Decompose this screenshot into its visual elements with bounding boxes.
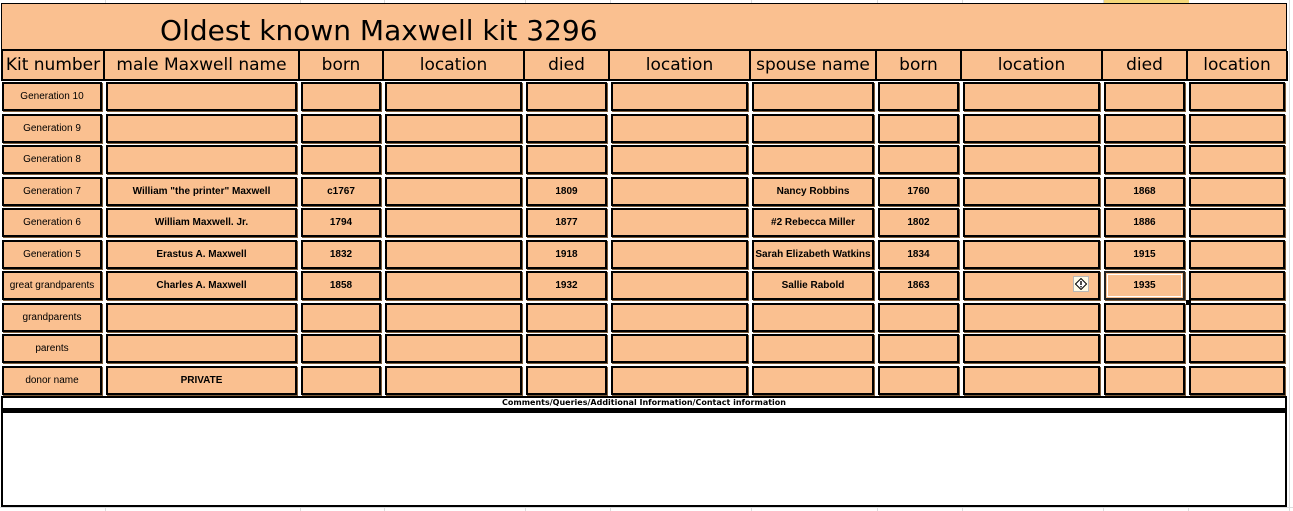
- cell-spouse-born-location[interactable]: [963, 114, 1100, 143]
- header-spouse-died-location[interactable]: location: [1188, 51, 1288, 81]
- header-spouse-born[interactable]: born: [877, 51, 962, 81]
- header-spouse-born-location[interactable]: location: [962, 51, 1103, 81]
- cell-born[interactable]: 1832: [301, 240, 381, 269]
- cell-spouse-died-location[interactable]: [1189, 82, 1285, 111]
- table-row: [1, 333, 1288, 365]
- cell-died[interactable]: 1809: [526, 177, 607, 206]
- header-row: [1, 51, 1288, 81]
- cell-born-location[interactable]: [385, 271, 522, 300]
- cell-spouse-born[interactable]: [878, 366, 959, 395]
- cell-born[interactable]: [301, 114, 381, 143]
- cell-male-name[interactable]: Charles A. Maxwell: [106, 271, 297, 300]
- cell-born-location[interactable]: [385, 145, 522, 174]
- cell-died-location[interactable]: [611, 240, 748, 269]
- cell-spouse-died[interactable]: [1104, 366, 1185, 395]
- cell-died-location[interactable]: [611, 177, 748, 206]
- table-row: [1, 113, 1288, 145]
- cell-spouse-died-location[interactable]: [1189, 366, 1285, 395]
- warning-diamond-icon[interactable]: [1073, 276, 1089, 292]
- cell-born-location[interactable]: [385, 114, 522, 143]
- cell-spouse-name[interactable]: [752, 145, 874, 174]
- cell-born[interactable]: 1794: [301, 208, 381, 237]
- cell-died[interactable]: 1932: [526, 271, 607, 300]
- cell-generation-label[interactable]: Generation 9: [2, 114, 102, 143]
- cell-generation-label[interactable]: parents: [2, 334, 102, 363]
- cell-spouse-died-location[interactable]: [1189, 240, 1285, 269]
- cell-died-location[interactable]: [611, 303, 748, 332]
- cell-born-location[interactable]: [385, 334, 522, 363]
- cell-died-location[interactable]: [611, 145, 748, 174]
- cell-died-location[interactable]: [611, 366, 748, 395]
- cell-male-name[interactable]: William "the printer" Maxwell: [106, 177, 297, 206]
- cell-spouse-name[interactable]: #2 Rebecca Miller: [752, 208, 874, 237]
- cell-spouse-born-location[interactable]: [963, 177, 1100, 206]
- cell-born-location[interactable]: [385, 208, 522, 237]
- cell-spouse-died-location[interactable]: [1189, 177, 1285, 206]
- cell-spouse-name[interactable]: Sarah Elizabeth Watkins: [752, 240, 874, 269]
- cell-born-location[interactable]: [385, 303, 522, 332]
- table-row: [1, 302, 1288, 334]
- cell-died-location[interactable]: [611, 82, 748, 111]
- cell-spouse-name[interactable]: Nancy Robbins: [752, 177, 874, 206]
- cell-born[interactable]: 1858: [301, 271, 381, 300]
- cell-spouse-name[interactable]: [752, 114, 874, 143]
- fill-handle[interactable]: [1186, 300, 1191, 305]
- cell-generation-label[interactable]: Generation 6: [2, 208, 102, 237]
- cell-spouse-name[interactable]: [752, 334, 874, 363]
- cell-generation-label[interactable]: Generation 10: [2, 82, 102, 111]
- cell-born[interactable]: [301, 334, 381, 363]
- cell-spouse-born-location[interactable]: [963, 334, 1100, 363]
- cell-male-name[interactable]: PRIVATE: [106, 366, 297, 395]
- cell-spouse-name[interactable]: Sallie Rabold: [752, 271, 874, 300]
- cell-died[interactable]: [526, 82, 607, 111]
- cell-generation-label[interactable]: Generation 8: [2, 145, 102, 174]
- cell-died[interactable]: [526, 145, 607, 174]
- cell-born-location[interactable]: [385, 366, 522, 395]
- cell-male-name[interactable]: [106, 114, 297, 143]
- header-spouse-died[interactable]: died: [1103, 51, 1188, 81]
- header-died-location[interactable]: location: [610, 51, 751, 81]
- cell-male-name[interactable]: [106, 334, 297, 363]
- cell-male-name[interactable]: Erastus A. Maxwell: [106, 240, 297, 269]
- cell-spouse-died[interactable]: [1104, 114, 1185, 143]
- cell-spouse-name[interactable]: [752, 82, 874, 111]
- comments-heading[interactable]: Comments/Queries/Additional Information/Contact information: [1, 396, 1287, 410]
- cell-died-location[interactable]: [611, 334, 748, 363]
- cell-spouse-died-location[interactable]: [1189, 334, 1285, 363]
- cell-spouse-born-location[interactable]: [963, 82, 1100, 111]
- cell-spouse-born-location[interactable]: [963, 145, 1100, 174]
- cell-spouse-died-location[interactable]: [1189, 271, 1285, 300]
- cell-spouse-died-location[interactable]: [1189, 145, 1285, 174]
- cell-died[interactable]: [526, 303, 607, 332]
- cell-generation-label[interactable]: grandparents: [2, 303, 102, 332]
- table-row: [1, 270, 1288, 302]
- cell-spouse-born[interactable]: 1834: [878, 240, 959, 269]
- header-spouse-name[interactable]: spouse name: [751, 51, 877, 81]
- cell-born[interactable]: [301, 366, 381, 395]
- ancestry-table: [1, 51, 1288, 396]
- cell-born-location[interactable]: [385, 177, 522, 206]
- cell-spouse-died[interactable]: 1935: [1104, 271, 1185, 300]
- cell-born[interactable]: [301, 82, 381, 111]
- cell-spouse-died[interactable]: 1886: [1104, 208, 1185, 237]
- cell-spouse-born[interactable]: [878, 145, 959, 174]
- cell-spouse-name[interactable]: [752, 366, 874, 395]
- cell-spouse-born-location[interactable]: [963, 303, 1100, 332]
- cell-died-location[interactable]: [611, 271, 748, 300]
- cell-spouse-name[interactable]: [752, 303, 874, 332]
- cell-born[interactable]: [301, 303, 381, 332]
- cell-born-location[interactable]: [385, 82, 522, 111]
- cell-died[interactable]: [526, 334, 607, 363]
- cell-generation-label[interactable]: donor name: [2, 366, 102, 395]
- table-row: [1, 365, 1288, 397]
- cell-died-location[interactable]: [611, 114, 748, 143]
- cell-spouse-died[interactable]: [1104, 145, 1185, 174]
- cell-died[interactable]: 1918: [526, 240, 607, 269]
- table-row: [1, 239, 1288, 271]
- title-row[interactable]: [1, 3, 1287, 51]
- comments-box[interactable]: [1, 410, 1287, 507]
- cell-spouse-born-location[interactable]: [963, 208, 1100, 237]
- cell-died-location[interactable]: [611, 208, 748, 237]
- cell-spouse-died-location[interactable]: [1189, 208, 1285, 237]
- cell-died[interactable]: [526, 366, 607, 395]
- cell-spouse-born-location[interactable]: [963, 240, 1100, 269]
- cell-born-location[interactable]: [385, 240, 522, 269]
- cell-spouse-died[interactable]: 1915: [1104, 240, 1185, 269]
- header-male-name[interactable]: male Maxwell name: [105, 51, 300, 81]
- header-died[interactable]: died: [525, 51, 610, 81]
- cell-born[interactable]: [301, 145, 381, 174]
- cell-male-name[interactable]: [106, 145, 297, 174]
- table-row: [1, 207, 1288, 239]
- cell-male-name[interactable]: William Maxwell. Jr.: [106, 208, 297, 237]
- cell-spouse-born[interactable]: 1802: [878, 208, 959, 237]
- cell-spouse-born[interactable]: [878, 334, 959, 363]
- cell-died[interactable]: 1877: [526, 208, 607, 237]
- cell-spouse-born[interactable]: [878, 303, 959, 332]
- cell-generation-label[interactable]: Generation 5: [2, 240, 102, 269]
- cell-spouse-died[interactable]: 1868: [1104, 177, 1185, 206]
- cell-spouse-born-location[interactable]: [963, 366, 1100, 395]
- cell-spouse-born[interactable]: 1760: [878, 177, 959, 206]
- cell-died[interactable]: [526, 114, 607, 143]
- cell-male-name[interactable]: [106, 82, 297, 111]
- table-row: [1, 81, 1288, 113]
- table-row: [1, 144, 1288, 176]
- header-kit-number[interactable]: Kit number: [1, 51, 105, 81]
- cell-spouse-born[interactable]: [878, 82, 959, 111]
- cell-male-name[interactable]: [106, 303, 297, 332]
- cell-spouse-died-location[interactable]: [1189, 303, 1285, 332]
- cell-spouse-died[interactable]: [1104, 82, 1185, 111]
- cell-generation-label[interactable]: Generation 7: [2, 177, 102, 206]
- cell-spouse-died[interactable]: [1104, 303, 1185, 332]
- table-body: [1, 81, 1288, 396]
- cell-spouse-born[interactable]: [878, 114, 959, 143]
- cell-generation-label[interactable]: great grandparents: [2, 271, 102, 300]
- header-born[interactable]: born: [300, 51, 384, 81]
- table-row: [1, 176, 1288, 208]
- sheet-title: Oldest known Maxwell kit 3296: [160, 14, 598, 47]
- cell-spouse-born[interactable]: 1863: [878, 271, 959, 300]
- cell-spouse-died[interactable]: [1104, 334, 1185, 363]
- cell-born[interactable]: c1767: [301, 177, 381, 206]
- cell-spouse-died-location[interactable]: [1189, 114, 1285, 143]
- header-born-location[interactable]: location: [384, 51, 525, 81]
